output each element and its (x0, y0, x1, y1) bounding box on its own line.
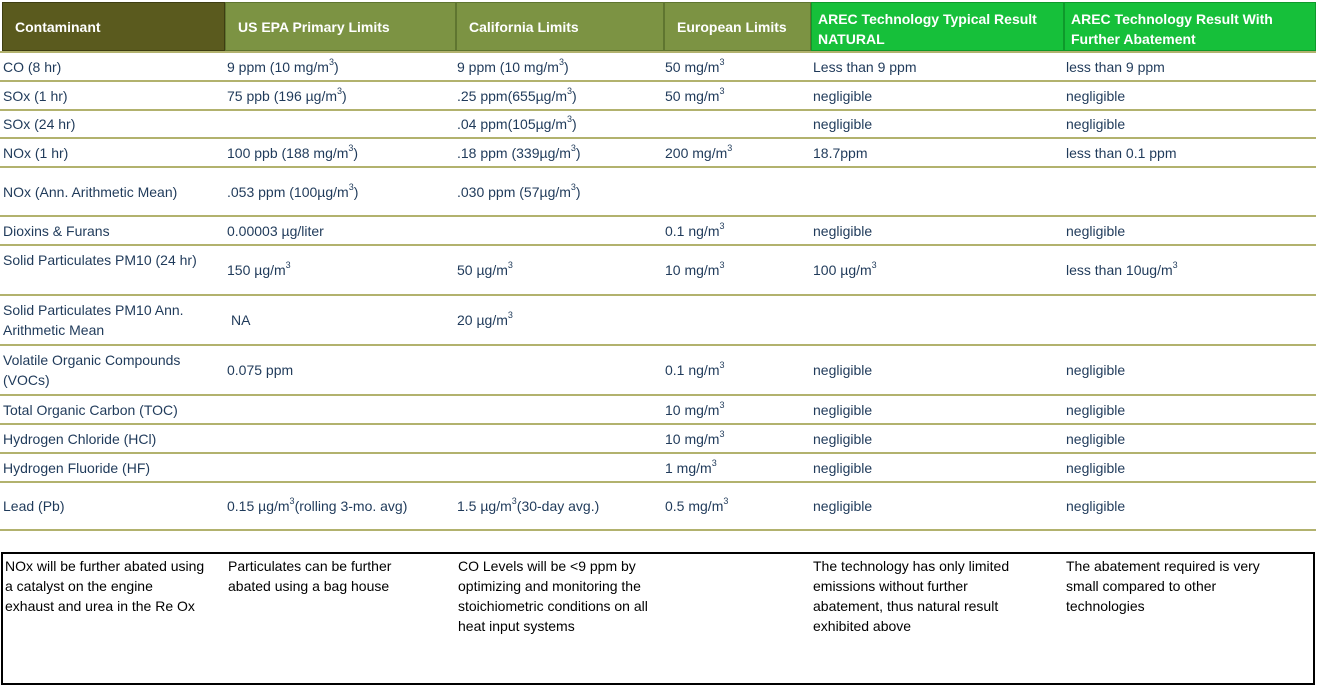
cell-epa: 0.00003 µg/liter (227, 223, 324, 239)
row-divider (0, 452, 1316, 454)
row-divider (0, 80, 1316, 82)
cell-epa: .053 ppm $(100\mu g/m^3)$ (227, 182, 359, 200)
cell-abatement: negligible (1066, 498, 1126, 514)
cell-european: 200 $mg/m^3$ (665, 143, 733, 161)
cell-abatement: negligible (1066, 460, 1126, 476)
cell-contaminant: Solid Particulates PM10 Ann. Arithmetic Mean (3, 302, 184, 338)
cell-european: 0.1 $ng/m^3$ (665, 360, 725, 378)
cell-european: 10 $mg/m^3$ (665, 429, 725, 447)
cell-abatement: negligible (1066, 402, 1126, 418)
cell-contaminant: Hydrogen Fluoride (HF) (3, 460, 151, 476)
cell-natural: negligible (813, 460, 873, 476)
note-epa: Particulates can be further abated using a bag house (228, 558, 392, 594)
cell-abatement: less than $10ug/m^3$ (1066, 260, 1178, 278)
row-divider (0, 137, 1316, 139)
cell-european: 50 $mg/m^3$ (665, 86, 725, 104)
cell-natural: Less than 9 ppm (813, 59, 917, 75)
cell-contaminant: Solid Particulates PM10 (24 hr) (3, 252, 197, 268)
cell-abatement: negligible (1066, 88, 1126, 104)
cell-epa: 100 ppb (188 $mg/m^3$) (227, 143, 359, 161)
header-contaminant: Contaminant (2, 2, 225, 51)
cell-natural: negligible (813, 88, 873, 104)
note-contaminant: NOx will be further abated using a catalyst on the engine exhaust and urea in the Re Ox (5, 558, 205, 614)
cell-natural: negligible (813, 362, 873, 378)
cell-european: 1 $mg/m^3$ (665, 458, 717, 476)
cell-california: .04 $ppm(105\mu g/m^3)$ (457, 114, 577, 132)
cell-epa: 75 ppb (196 $\mu g/m^3$) (227, 86, 347, 104)
header-arec-abatement: AREC Technology Result With Further Abatement (1064, 2, 1316, 51)
cell-abatement: negligible (1066, 116, 1126, 132)
cell-natural: negligible (813, 223, 873, 239)
cell-california: .030 ppm $(57\mu g/m^3)$ (457, 182, 581, 200)
cell-california: .18 ppm $(339\mu g/m^3)$ (457, 143, 581, 161)
row-divider (0, 109, 1316, 111)
cell-natural: negligible (813, 402, 873, 418)
cell-epa: 9 ppm (10 $mg/m^3$) (227, 57, 339, 75)
row-divider (0, 294, 1316, 296)
cell-california: 1.5 $\mu g/m^3(30$-day avg.) (457, 496, 600, 514)
cell-natural: 100 $\mu g/m^3$ (813, 260, 877, 278)
row-divider (0, 166, 1316, 168)
cell-california: 9 ppm (10 $mg/m^3$) (457, 57, 569, 75)
cell-european: 50 $mg/m^3$ (665, 57, 725, 75)
row-divider (0, 481, 1316, 483)
cell-contaminant: NOx (Ann. Arithmetic Mean) (3, 184, 178, 200)
cell-epa: 150 $\mu g/m^3$ (227, 260, 291, 278)
cell-european: 10 $mg/m^3$ (665, 260, 725, 278)
note-natural: The technology has only limited emissions without further abatement, thus natural result exhibited above (813, 558, 1010, 634)
cell-california: 50 $\mu g/m^3$ (457, 260, 513, 278)
header-us-epa: US EPA Primary Limits (225, 2, 456, 51)
cell-abatement: negligible (1066, 431, 1126, 447)
row-divider (0, 394, 1316, 396)
cell-contaminant: Total Organic Carbon (TOC) (3, 402, 178, 418)
note-california: CO Levels will be <9 ppm by optimizing and monitoring the stoichiometric conditions on all heat input systems (458, 558, 648, 634)
row-divider (0, 215, 1316, 217)
row-divider (0, 423, 1316, 425)
cell-epa: NA (231, 312, 251, 328)
cell-european: 0.1 $ng/m^3$ (665, 221, 725, 239)
header-arec-natural: AREC Technology Typical Result NATURAL (811, 2, 1064, 51)
cell-california: 20 $\mu g/m^3$ (457, 310, 513, 328)
row-divider (0, 244, 1316, 246)
cell-abatement: negligible (1066, 362, 1126, 378)
cell-contaminant: CO (8 hr) (3, 59, 62, 75)
cell-abatement: less than 0.1 ppm (1066, 145, 1177, 161)
cell-contaminant: SOx (24 hr) (3, 116, 76, 132)
cell-abatement: less than 9 ppm (1066, 59, 1165, 75)
cell-contaminant: SOx (1 hr) (3, 88, 68, 104)
cell-contaminant: Dioxins & Furans (3, 223, 110, 239)
cell-natural: negligible (813, 431, 873, 447)
cell-natural: 18.7ppm (813, 145, 868, 161)
header-california: California Limits (456, 2, 664, 51)
notes-box (1, 552, 1315, 685)
cell-epa: 0.075 ppm (227, 362, 294, 378)
row-divider (0, 344, 1316, 346)
cell-contaminant: Lead (Pb) (3, 498, 65, 514)
cell-epa: 0.15 $\mu g/m^3(rolling$ 3-mo. avg) (227, 496, 408, 514)
cell-abatement: negligible (1066, 223, 1126, 239)
cell-european: 0.5 $mg/m^3$ (665, 496, 729, 514)
cell-contaminant: NOx (1 hr) (3, 145, 69, 161)
cell-california: .25 $ppm(655\mu g/m^3)$ (457, 86, 577, 104)
cell-natural: negligible (813, 498, 873, 514)
header-european: European Limits (664, 2, 811, 51)
cell-contaminant: Volatile Organic Compounds (VOCs) (3, 352, 181, 388)
note-abatement: The abatement required is very small compared to other technologies (1066, 558, 1260, 614)
row-divider (0, 529, 1316, 531)
row-divider (0, 51, 1316, 53)
cell-european: 10 $mg/m^3$ (665, 400, 725, 418)
cell-natural: negligible (813, 116, 873, 132)
cell-contaminant: Hydrogen Chloride (HCl) (3, 431, 157, 447)
